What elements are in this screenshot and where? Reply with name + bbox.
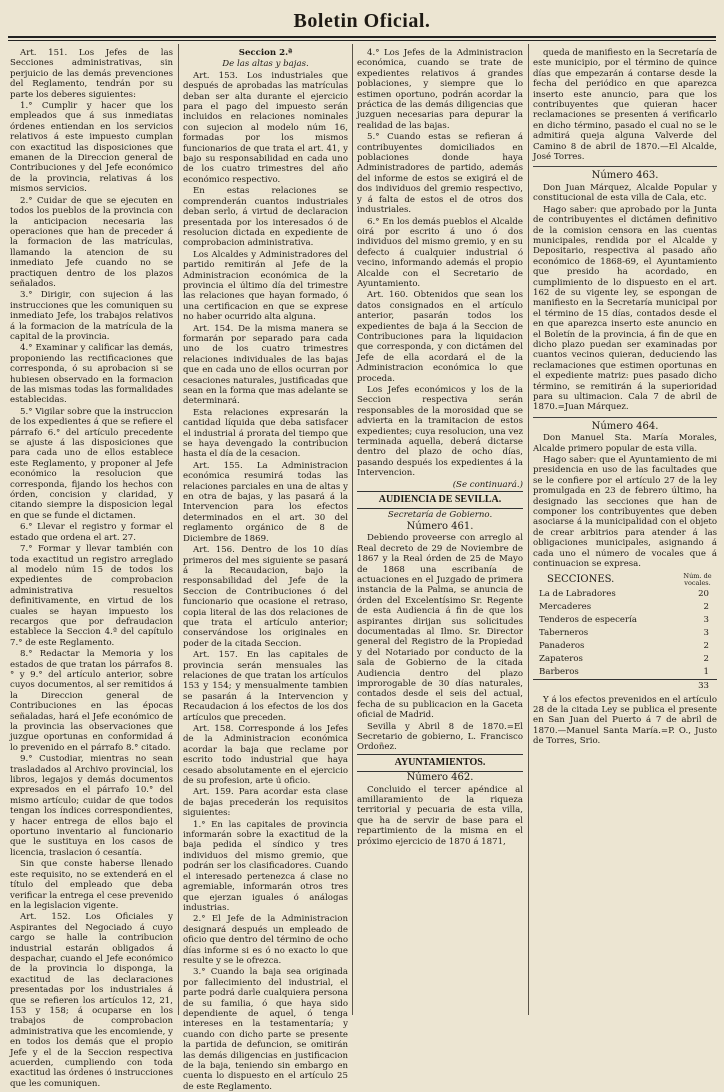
table-cell: La de Labradores [539, 588, 616, 599]
signature: Sevilla y Abril 8 de 1870.=El Secretario de gobierno, L. Francisco Ordoñez. [357, 721, 523, 753]
table-header: SECCIONES. [547, 574, 615, 585]
notice-number: Número 463. [591, 170, 659, 182]
paragraph: Art. 159. Para acordar esta clase de bajas precederán los requisitos siguientes: [183, 787, 348, 819]
sections-table [533, 572, 717, 693]
column-4 [533, 48, 717, 1015]
paragraph: Art. 155. La Administracion económica resumirá todas las relaciones parciales en una de altas y en otra de bajas, y las pasará á la Intervencion para los efectos determinados en el art. 30 del reglamento orgánico de 8 de Diciembre de 1869. [183, 460, 348, 544]
table-cell: 2 [703, 653, 709, 664]
notice-number: Número 462. [406, 772, 474, 784]
section-title: Seccion 2.ª [238, 48, 293, 58]
table-cell: 2 [703, 601, 709, 612]
paragraph: 6.° Llevar el registro y formar el estado que ordena el art. 27. [10, 522, 173, 543]
continued-note: (Se continuará.) [452, 479, 523, 490]
table-cell: 3 [703, 627, 709, 638]
paragraph: Art. 157. En las capitales de provincia serán mensuales las relaciones de que tratan los artículos 153 y 154; y mensualmente tambien se pasarán á la Intervencion y Recaudacion á los efectos de los dos artículos que preceden. [183, 650, 348, 723]
audiencia-header: AUDIENCIA DE SEVILLA. [357, 491, 523, 509]
paragraph: Esta relaciones expresarán la cantidad líquida que deba satisfacer el industrial á prorata del tiempo que se haya devengado la contribucion hasta el día de la cesacion. [183, 407, 348, 460]
notice-number: Número 464. [591, 420, 659, 432]
table-cell [533, 679, 678, 693]
paragraph: 1.° Cumplir y hacer que los empleados que á sus inmediatas órdenes entiendan en los servicios relativos á este impuesto cumplan con exactitud las disposiciones que emanen de la Direccion general de Contribuciones y del Jefe económico de la provincia, relativas á los mismos servicios. [10, 101, 173, 195]
paragraph: 7.° Formar y llevar también con toda exactitud un registro arreglado al modelo núm 15 de todos los expedientes de comprobacion administrativa resueltos definitivamente, en virtud de los cuales se hayan impuesto los recargos que por defraudacion establece la Seccion 4.ª del capítulo 7.° de este Reglamento. [10, 544, 173, 648]
table-cell: Tenderos de especería [539, 614, 637, 625]
paragraph: Concluido el tercer apéndice al amillaramiento de la riqueza territorial y pecuaria de esta villa, que ha de servir de base para el repartimiento de la misma en el próximo ejercicio de 1870 á 1871, [357, 784, 523, 847]
paragraph: Y á los efectos prevenidos en el artículo 28 de la citada Ley se publica el presente en San Juan del Puerto á 7 de abril de 1870.—Manuel Santa María.=P. O., Justo de Torres, Srio. [533, 694, 717, 747]
paragraph: 1.° En las capitales de provincia informarán sobre la exactitud de la baja pedida el síndico y tres individuos del mismo gremio, que podrán ser los clasificadores. Cuando el interesado pertenezca á clase no agremiable, informarán otros tres que ejerzan iguales ó análogas industrias. [183, 819, 348, 913]
column-divider [352, 44, 353, 1015]
paragraph: queda de manifiesto en la Secretaría de este municipio, por el término de quince días que empezarán á contarse desde la fecha del periódico en que aparezca inserto este anuncio, para que los contribuyentes que quieran hacer reclamaciones se presenten á verificarlo en dicho término, pasado el cual no se le admitirá queja alguna Valverde del Camino 8 de abril de 1870.—El Alcalde, José Torres. [533, 48, 717, 163]
table-cell: Barberos [539, 666, 579, 677]
column-3 [357, 48, 523, 1015]
masthead-title: Boletin Oficial. [293, 10, 431, 32]
paragraph: Hago saber: que aprobado por la Junta de contribuyentes el dictámen definitivo de la comision censora en las cuentas municipales, rendida por el Alcalde y Depositario, respectiva al pasado año económico de 1868-69, el Ayuntamiento que presido ha acordado, en cumplimiento de lo dispuesto en el art. 162 de su vigente ley, se espongan de manifiesto en la Secretaría municipal por el término de 15 días, contados desde el en que aparezca inserto este anuncio en el Boletín de la provincia, á fin de que en dicho plazo puedan ser examinadas por cuantos vecinos quieran, deduciendo las reclamaciones que estimen oportunas en el expediente matriz: pues pasado dicho término, se remitirán á la superioridad para su ultimacion. Cala 7 de abril de 1870.=Juan Márquez. [533, 204, 717, 413]
paragraph: Art. 152. Los Oficiales y Aspirantes del Negociado á cuyo cargo se halle la contribucion industrial estarán obligados á despachar, cuando el Jefe económico de la provincia lo disponga, la exactitud de las declaraciones presentadas por los industriales á que se refieren los artículos 12, 21, 153 y 158; á ocuparse en los trabajos de comprobacion administrativa que les encomiende, y en todos los demás que el propio Jefe y el de la Seccion respectiva acuerden, cumpliendo con toda exactitud las órdenes ó instrucciones que les comuniquen. [10, 912, 173, 1089]
paragraph: 8.° Redactar la Memoria y los estados de que tratan los párrafos 8.° y 9.° del artículo anterior, sobre cuyos documentos, al ser remitidos á la Direccion general de Contribuciones en las épocas señaladas, hará el Jefe económico de la provincia las observaciones que juzgue oportunas en conformidad á lo prevenido en el párrafo 8.° citado. [10, 649, 173, 753]
table-row [533, 614, 717, 627]
divider [533, 417, 717, 418]
column-2 [183, 48, 348, 1092]
paragraph: En estas relaciones se comprenderán cuantos industriales deban serlo, á virtud de declaracion presentada por los interesados ó de resolucion dictada en expediente de comprobacion administrativa. [183, 186, 348, 249]
audiencia-subheader: Secretaría de Gobierno. [387, 510, 493, 521]
paragraph: Art. 158. Corresponde á los Jefes de la Administracion económica acordar la baja que reclame por escrito todo industrial que haya cesado absolutamente en el ejercicio de su profesion, arte ú oficio. [183, 724, 348, 787]
table-row [533, 588, 717, 601]
table-cell: 2 [703, 640, 709, 651]
table-cell: Taberneros [539, 627, 589, 638]
table-cell: 20 [698, 588, 709, 599]
paragraph: Don Manuel Sta. María Morales, Alcalde primero popular de esta villa. [533, 433, 717, 454]
paragraph: Hago saber: que el Ayuntamiento de mi presidencia en uso de las facultades que se le confiere por el artículo 27 de la ley promulgada en 23 de febrero último, ha designado las secciones que han de componer los contribuyentes que deben asociarse á la municipalidad con el objeto de crear arbitrios para atender á las obligaciones municipales, asignando á cada uno el número de vocales que á continuacion se expresa. [533, 455, 717, 570]
paragraph: 3.° Cuando la baja sea originada por fallecimiento del industrial, el parte podrá darle cualquiera persona de su familia, ó que haya sido dependiente de aquel, ó tenga intereses en la testamentaría; y cuando con dicho parte se presente la partida de defuncion, se omitirán las demás diligencias en justificacion de la baja, teniendo sin embargo en cuenta lo dispuesto en el artículo 25 de este Reglamento. [183, 967, 348, 1092]
table-header: Núm. de vocales. [683, 571, 712, 587]
paragraph: Art. 156. Dentro de los 10 días primeros del mes siguiente se pasará á la Recaudacion, bajo la responsabilidad del Jefe de la Seccion de Contribuciones ó del funcionario que ocasione el retraso, copia literal de las dos relaciones de que trata el artículo anterior; conservándose los originales en poder de la citada Seccion. [183, 545, 348, 649]
notice-number: Número 461. [406, 520, 474, 532]
paragraph: 2.° Cuidar de que se ejecuten en todos los pueblos de la provincia con la anticipacion necesaria las operaciones que han de preceder á la formacion de las matrículas, llamando la atencion de su inmediato Jefe cuando no se practiquen dentro de los plazos señalados. [10, 195, 173, 289]
paragraph: 4.° Los Jefes de la Administracion económica, cuando se trate de expedientes relativos á grandes poblaciones, y siempre que lo estimen oportuno, podrán acordar la práctica de las demás diligencias que juzguen necesarias para depurar la realidad de las bajas. [357, 48, 523, 131]
paragraph: Don Juan Márquez, Alcalde Popular y constitucional de esta villa de Cala, etc. [533, 182, 717, 204]
masthead-rule-thin [8, 40, 716, 41]
column-divider [178, 44, 179, 1015]
ayuntamientos-header: AYUNTAMIENTOS. [357, 754, 523, 772]
table-cell: Mercaderes [539, 601, 592, 612]
paragraph: Art. 153. Los industriales que después de aprobadas las matrículas deban ser alta durante el ejercicio para el pago del impuesto serán incluidos en relaciones nominales con sujecion al modelo núm 16, formadas por los mismos funcionarios de que trata el art. 41, y bajo su responsabilidad en cada uno de los cuatro trimestres del año económico respectivo. [183, 70, 348, 185]
masthead-rule [8, 36, 716, 38]
paragraph: Sin que conste haberse llenado este requisito, no se extenderá en el título del empleado que deba verificar la entrega el cese prevenido en la legislacion vigente. [10, 859, 173, 911]
paragraph: Debiendo proveerse con arreglo al Real decreto de 29 de Noviembre de 1867 y la Real órden de 25 de Mayo de 1868 una escribanía de actuaciones en el Juzgado de primera instancia de la Palma, se anuncia de órden del Excelentísimo Sr. Regente de esta Audiencia á fin de que los aspirantes dirijan sus solicitudes documentadas al Ilmo. Sr. Director general del Registro de la Propiedad y del Notariado por conducto de la sala de Gobierno de la citada Audiencia dentro del plazo improrogable de 30 días naturales, contados desde el seis del actual, fecha de su publicacion en la Gaceta oficial de Madrid. [357, 533, 523, 721]
table-total-row [533, 679, 717, 693]
table-cell: Panaderos [539, 640, 585, 651]
paragraph: Art. 160. Obtenidos que sean los datos consignados en el artículo anterior, pasarán todos los expedientes de baja á la Seccion de Contribuciones para la liquidacion que corresponda, y con dictámen del Jefe de ella acordará el de la Administracion económica lo que proceda. [357, 290, 523, 384]
table-row [533, 653, 717, 666]
paragraph: Los Alcaldes y Administradores del partido remitirán al Jefe de la Administracion económica de la provincia el último día del trimestre las relaciones que hayan formado, ó una certificacion en que se exprese no haber ocurrido alta alguna. [183, 249, 348, 323]
paragraph: 5.° Cuando estas se refieran á contribuyentes domiciliados en poblaciones donde haya Administradores de partido, además del informe de estos se exigirá el de dos individuos del gremio respectivo, y á falta de estos el de otros dos industriales. [357, 132, 523, 216]
column-divider [528, 44, 529, 1015]
paragraph: Los Jefes económicos y los de la Seccion respectiva serán responsables de la morosidad que se advierta en la tramitacion de estos expedientes; cuya resolucion, una vez terminada aquella, deberá dictarse dentro del plazo de ocho días, pasando después los expedientes á la Intervencion. [357, 385, 523, 479]
section-subtitle: De las altas y bajas. [222, 59, 309, 70]
table-row [533, 666, 717, 680]
table-cell: 1 [703, 666, 709, 677]
paragraph: 5.° Vigilar sobre que la instruccion de los expedientes á que se refiere el párrafo 6.° del artículo precedente se ajuste á las disposiciones que para cada uno de ellos establece este Reglamento, y proponer al Jefe económico la resolucion que corresponda, fijando los hechos con órden, concision y claridad, y citando siempre la disposicion legal en que se funde el dictamen. [10, 406, 173, 521]
table-row [533, 601, 717, 614]
table-row [533, 640, 717, 653]
table-row [533, 627, 717, 640]
paragraph: 4.° Examinar y calificar las demás, proponiendo las rectificaciones que corresponda, ó su aprobacion si se hubiesen observado en la formacion de las mismas todas las formalidades establecidas. [10, 343, 173, 406]
divider [533, 166, 717, 167]
table-total: 33 [678, 679, 717, 693]
table-cell: 3 [703, 614, 709, 625]
paragraph: 3.° Dirigir, con sujecion á las instrucciones que les comuniquen su inmediato Jefe, los trabajos relativos á la formacion de la matrícula de la capital de la provincia. [10, 290, 173, 342]
paragraph: Art. 154. De la misma manera se formarán por separado para cada uno de los cuatro trimestres relaciones individuales de las bajas que en cada uno de ellos ocurran por cesaciones naturales, justificadas que sean en la forma que mas adelante se determinará. [183, 323, 348, 407]
table-cell: Zapateros [539, 653, 583, 664]
paragraph: Art. 151. Los Jefes de las Secciones administrativas, sin perjuicio de las demás prevenciones del Reglamento, tendrán por su parte los deberes siguientes: [10, 48, 173, 100]
paragraph: 2.° El Jefe de la Administracion designará después un empleado de oficio que dentro del término de ocho días informe si es ó no exacto lo que resulte y se le ofrezca. [183, 914, 348, 966]
paragraph: 9.° Custodiar, mientras no sean trasladados al Archivo provincial, los libros, legajos y demás documentos expresados en el párrafo 10.° del mismo artículo; cuidar de que todos tengan los índices correspondientes, y hacer entrega de ellos bajo el oportuno inventario al funcionario que le sustituya en los casos de licencia, traslacion ó cesantía. [10, 754, 173, 858]
paragraph: 6.° En los demás pueblos el Alcalde oirá por escrito á uno ó dos individuos del mismo gremio, y en su defecto á cualquier industrial ó vecino, informando además el propio Alcalde con el Secretario de Ayuntamiento. [357, 216, 523, 289]
column-1 [10, 48, 173, 1089]
